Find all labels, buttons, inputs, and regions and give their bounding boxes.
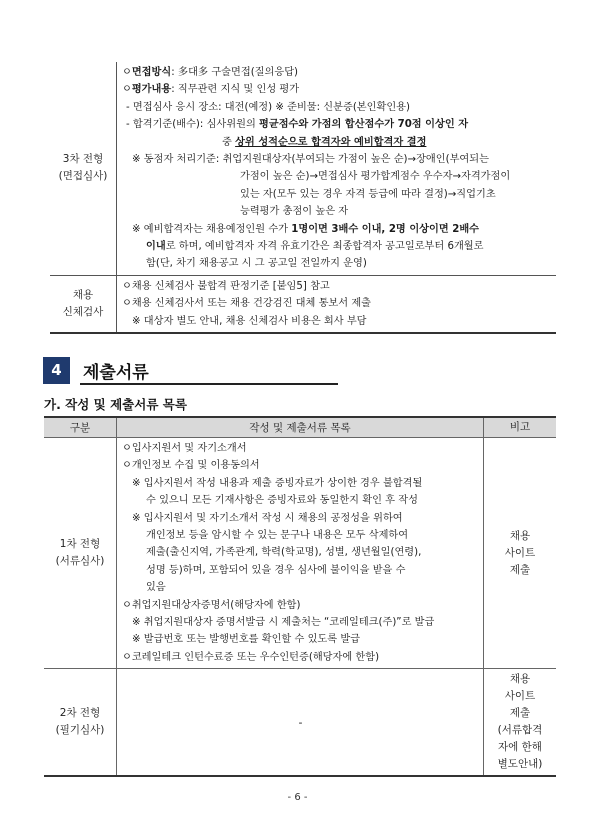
remark-line: 자에 한해 [498,741,542,754]
remark-line: 사이트 [504,690,536,703]
documents-table [44,416,556,777]
section-title: 제출서류 [83,363,149,383]
table-row [44,669,556,777]
label-line: 3차 전형 [62,153,104,166]
label-line: (서류심사) [55,555,105,568]
note-item: 있는 자(모두 있는 경우 자격 등급에 따라 결정)→직업기초 [240,188,496,200]
table-header-row [44,417,556,438]
note-item: 수 있으니 모든 기재사항은 증빙자료와 동일한지 확인 후 작성 [146,495,418,507]
note-item: 개인정보 등을 암시할 수 있는 문구나 내용은 모두 삭제하여 [146,530,409,542]
list-item: ㅇ평가내용: 직무관련 지식 및 인성 평가 [122,84,300,96]
row-label-interview [50,62,117,275]
remark-line: (서류합격 [497,724,543,737]
list-item: ㅇ취업지원대상자증명서(해당자에 한함) [122,599,301,611]
page-number: - 6 - [287,792,308,803]
header-remarks: 비고 [484,417,557,438]
list-item: ㅇ개인정보 수집 및 이용동의서 [122,460,260,472]
row-label-physical [50,275,117,333]
label-line: 채용 [72,288,94,301]
remarks-written-exam [484,669,557,777]
note-item: 성명 등)하며, 포함되어 있을 경우 심사에 불이익을 받을 수 [146,564,406,576]
note-item: ※ 입사지원서 및 자기소개서 작성 시 채용의 공정성을 위하여 [132,512,403,524]
note-item: 있음 [146,582,166,594]
physical-exam-details [117,275,557,333]
remark-line: 별도안내) [497,758,543,771]
note-item: ※ 대상자 별도 안내, 채용 신체검사 비용은 회사 부담 [132,315,367,327]
label-line: (필기심사) [55,724,105,737]
remark-line: 제출 [509,563,531,576]
list-item: ㅇ면접방식: 多대多 구술면접(질의응답) [122,67,299,78]
note-item: 가점이 높은 순)→면접심사 평가합계점수 우수자→자격가점이 [240,171,511,183]
document-screening-list [117,438,484,669]
header-category: 구분 [44,417,117,438]
list-item: ㅇ입사지원서 및 자기소개서 [122,443,247,454]
table-row [50,275,556,333]
note-item: ※ 예비합격자는 채용예정인원 수가 1명이면 3배수 이내, 2명 이상이면 2배수 [132,223,479,235]
list-item: ㅇ채용 신체검사서 또는 채용 건강검진 대체 통보서 제출 [122,298,372,310]
note-item: ※ 입사지원서 작성 내용과 제출 증빙자료가 상이한 경우 불합격될 [132,477,423,489]
note-item: ※ 발급번호 또는 발행번호를 확인할 수 있도록 발급 [132,634,361,646]
written-exam-documents: - [117,669,484,777]
selection-process-table [50,62,556,334]
note-item: 이내로 하며, 예비합격자 자격 유효기간은 최종합격자 공고일로부터 6개월로 [146,241,484,253]
table-row [50,62,556,275]
label-line: 2차 전형 [59,707,101,720]
row-label-written-exam [44,669,117,777]
note-item: ※ 동점자 처리기준: 취업지원대상자(부여되는 가점이 높은 순)→장애인(부여되는 [132,154,489,166]
remark-line: 채용 [509,529,531,542]
section-header [43,357,298,385]
list-item: 중 상위 성적순으로 합격자와 예비합격자 결정 [222,136,427,148]
header-documents: 작성 및 제출서류 목록 [117,417,484,438]
list-item: - 합격기준(배수): 심사위원의 평균점수와 가점의 합산점수가 70점 이상인 자 [126,119,469,131]
table-row [44,438,556,669]
interview-details [117,62,557,275]
note-item: ※ 취업지원대상자 증명서발급 시 제출처는 “코레일테크(주)”로 발급 [132,617,435,629]
note-item: 함(단, 차기 채용공고 시 그 공고일 전일까지 운영) [146,258,367,270]
remark-line: 채용 [509,673,531,686]
remark-line: 사이트 [504,546,536,559]
subheading: 가. 작성 및 제출서류 목록 [44,397,187,412]
label-line: 1차 전형 [59,538,101,551]
remark-line: 제출 [509,707,531,720]
label-line: (면접심사) [58,170,108,183]
row-label-document-screening [44,438,117,669]
list-item: - 면접심사 응시 장소: 대전(예정) ※ 준비물: 신분증(본인확인용) [126,101,410,113]
note-item: 제출(출신지역, 가족관계, 학력(학교명), 성별, 생년월일(연령), [146,547,422,559]
label-line: 신체검사 [62,305,104,318]
list-item: ㅇ코레일테크 인턴수료증 또는 우수인턴증(해당자에 한함) [122,651,380,663]
section-number-badge: 4 [43,357,70,384]
note-item: 능력평가 총점이 높은 자 [240,206,349,218]
list-item: ㅇ채용 신체검사 불합격 판정기준 [붙임5] 참고 [122,280,330,292]
section-underline [80,383,338,385]
remarks-document-screening [484,438,557,669]
